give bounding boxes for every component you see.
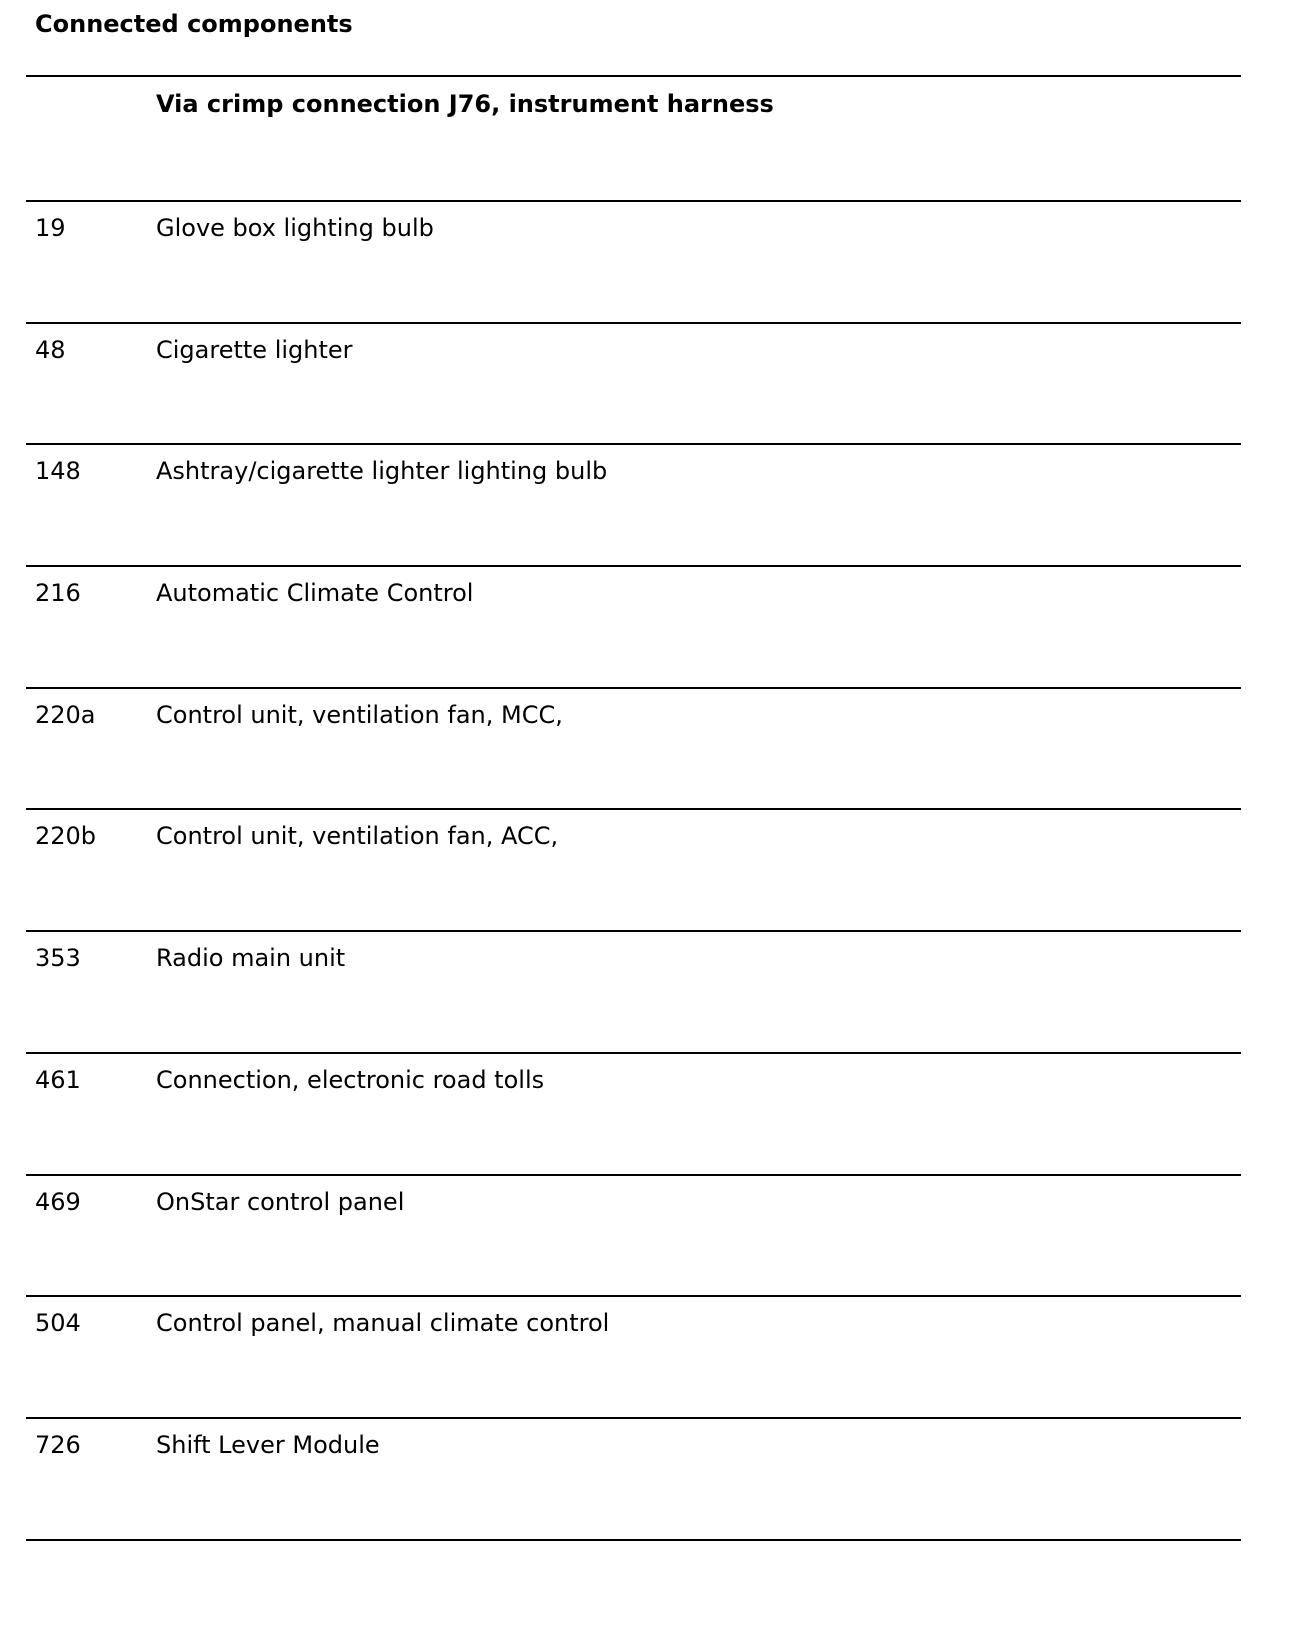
- table-row: [26, 200, 1241, 322]
- table-row: [26, 1295, 1241, 1417]
- components-table: [26, 75, 1241, 1541]
- component-number: 504: [35, 1309, 81, 1338]
- component-number: 469: [35, 1187, 81, 1216]
- component-description: Control unit, ventilation fan, MCC,: [156, 700, 563, 729]
- component-description: Cigarette lighter: [156, 335, 353, 364]
- component-description: OnStar control panel: [156, 1187, 405, 1216]
- table-row: [26, 687, 1241, 809]
- component-description: Control panel, manual climate control: [156, 1309, 610, 1338]
- table-row: [26, 1174, 1241, 1296]
- component-number: 353: [35, 944, 81, 973]
- component-description: Automatic Climate Control: [156, 579, 474, 608]
- table-row: [26, 443, 1241, 565]
- component-description: Control unit, ventilation fan, ACC,: [156, 822, 559, 851]
- component-description: Connection, electronic road tolls: [156, 1065, 545, 1094]
- page-title: Connected components: [35, 10, 353, 38]
- component-number: 148: [35, 457, 81, 486]
- component-number: 220b: [35, 822, 97, 851]
- table-row: [26, 1052, 1241, 1174]
- component-description: Ashtray/cigarette lighter lighting bulb: [156, 457, 608, 486]
- table-row: [26, 322, 1241, 444]
- table-row: [26, 565, 1241, 687]
- component-description: Radio main unit: [156, 944, 346, 973]
- table-row: [26, 808, 1241, 930]
- component-number: 48: [35, 335, 66, 364]
- component-number: 216: [35, 579, 81, 608]
- header-label: Via crimp connection J76, instrument harness: [156, 90, 774, 118]
- table-header-row: [26, 75, 1241, 200]
- component-description: Glove box lighting bulb: [156, 214, 434, 242]
- component-number: 19: [35, 214, 66, 242]
- component-description: Shift Lever Module: [156, 1430, 380, 1459]
- component-number: 461: [35, 1065, 81, 1094]
- component-number: 220a: [35, 700, 96, 729]
- table-bottom-rule: [26, 1539, 1241, 1541]
- table-row: [26, 930, 1241, 1052]
- component-number: 726: [35, 1430, 81, 1459]
- table-row: [26, 1417, 1241, 1539]
